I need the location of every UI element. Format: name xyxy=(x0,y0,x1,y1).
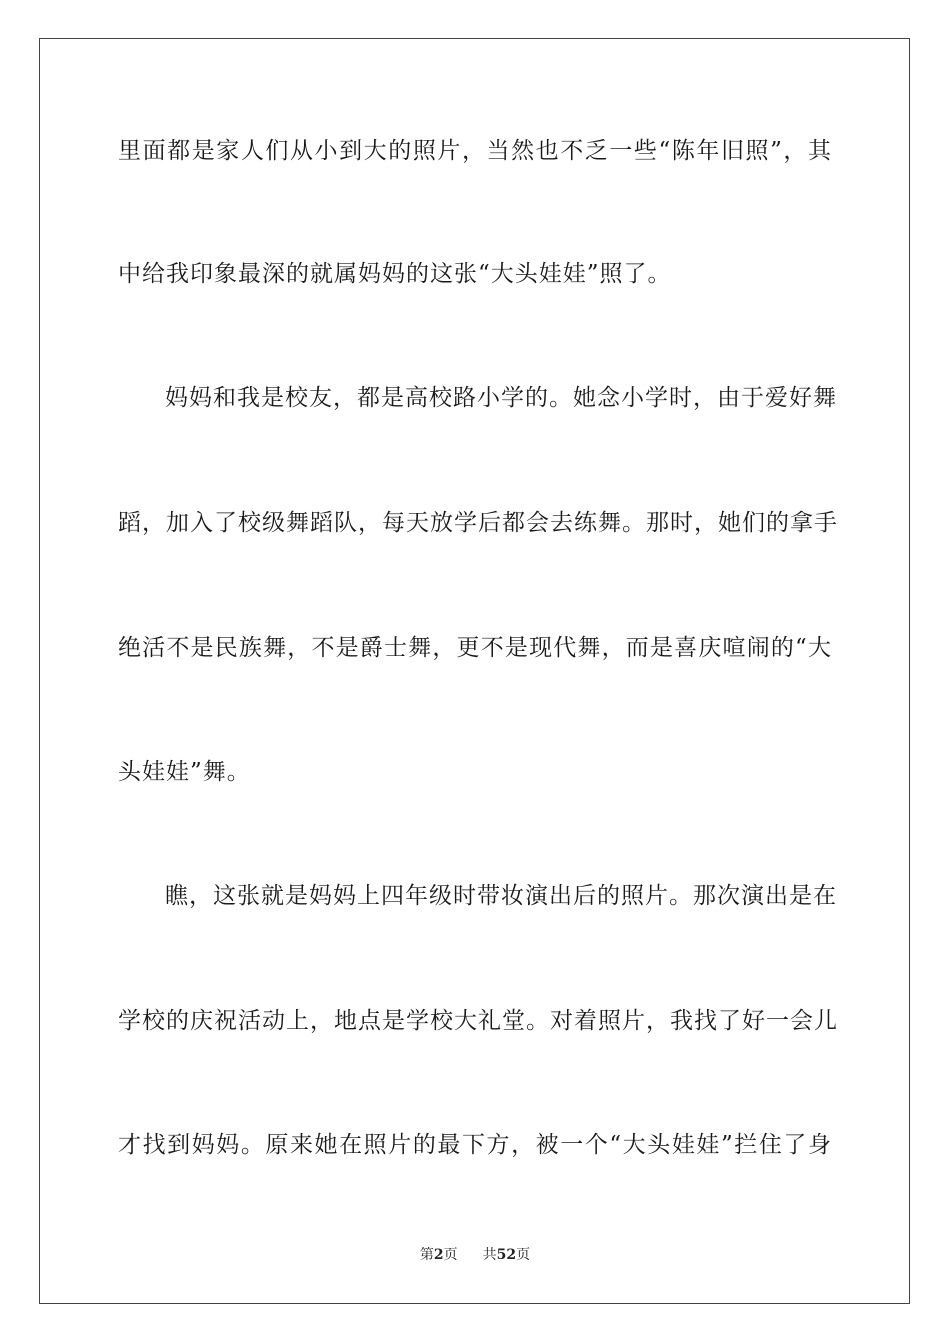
text-line-8: 学校的庆祝活动上，地点是学校大礼堂。对着照片，我找了好一会儿 xyxy=(118,1008,838,1034)
text-line-7: 瞧，这张就是妈妈上四年级时带妆演出后的照片。那次演出是在 xyxy=(165,883,837,909)
page-footer xyxy=(0,1246,950,1264)
page-number: 2 xyxy=(433,1247,444,1263)
page-border xyxy=(39,38,910,1304)
total-pages: 52 xyxy=(496,1247,517,1263)
text-line-1: 里面都是家人们从小到大的照片，当然也不乏一些“陈年旧照”，其 xyxy=(118,138,832,164)
total-pages-label: 共52页 xyxy=(482,1247,531,1263)
text-line-4: 蹈，加入了校级舞蹈队，每天放学后都会去练舞。那时，她们的拿手 xyxy=(118,510,838,536)
text-line-9: 才找到妈妈。原来她在照片的最下方，被一个“大头娃娃”拦住了身 xyxy=(118,1132,832,1158)
text-line-3: 妈妈和我是校友，都是高校路小学的。她念小学时，由于爱好舞 xyxy=(165,385,837,411)
text-line-5: 绝活不是民族舞，不是爵士舞，更不是现代舞，而是喜庆喧闹的“大 xyxy=(118,635,832,661)
page-number-label: 第2页 xyxy=(419,1247,458,1263)
text-line-6: 头娃娃”舞。 xyxy=(118,759,251,785)
text-line-2: 中给我印象最深的就属妈妈的这张“大头娃娃”照了。 xyxy=(118,261,672,287)
